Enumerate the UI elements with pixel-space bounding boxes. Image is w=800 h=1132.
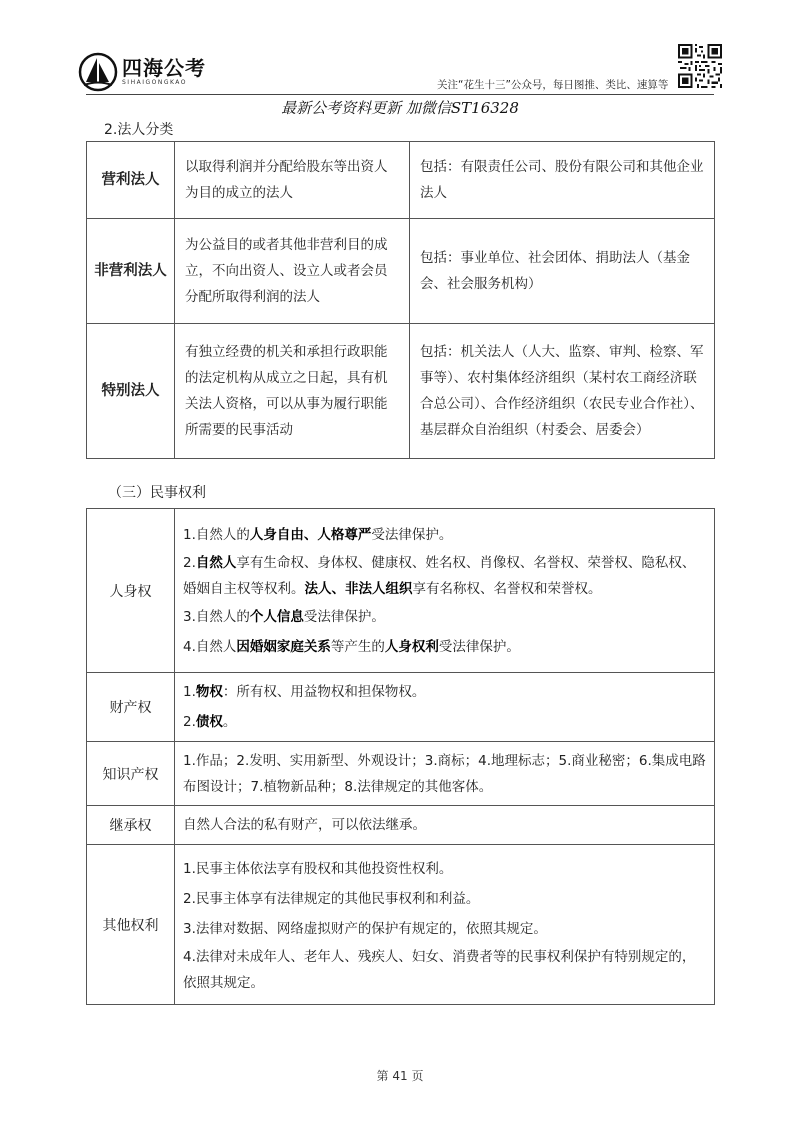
qr-code-icon [678,44,722,88]
header-divider [86,94,714,95]
content-line [183,520,706,550]
row-definition: 有独立经费的机关和承担行政职能的法定机构从成立之日起，具有机关法人资格，可以从事为履行职能所需要的民事活动 [175,324,410,459]
line-text: 2. [183,554,196,571]
line-text: 自然人合法的私有财产，可以依法继承。 [183,817,426,833]
table-row [87,142,715,219]
table-row [87,673,715,742]
row-type: 特别法人 [87,324,175,459]
table-row [87,324,715,459]
table-row [87,509,715,673]
row-type: 营利法人 [87,142,175,219]
emphasis-text: 人身自由、人格尊严 [249,526,372,543]
line-text: 3.自然人的 [183,608,250,625]
emphasis-text: 法人、非法人组织 [304,580,413,597]
emphasis-text: 人身权利 [384,638,439,655]
line-text: 受法律保护。 [303,608,385,625]
row-definition: 为公益目的或者其他非营利目的成立，不向出资人、设立人或者会员分配所取得利润的法人 [175,219,410,324]
row-content [175,845,715,1005]
page-header [0,0,800,100]
civil-rights-table [86,508,715,1005]
line-text: 1.自然人的 [183,526,250,543]
header-slogan: 关注“花生十三”公众号，每日图推、类比、速算等 [437,79,669,91]
row-type: 人身权 [87,509,175,673]
content-line [183,748,706,800]
row-type: 知识产权 [87,742,175,806]
row-definition: 以取得利润并分配给股东等出资人为目的成立的法人 [175,142,410,219]
brand-logo [78,52,206,92]
content-line [183,677,706,707]
table-row [87,806,715,845]
line-text: 1. [183,684,196,700]
content-line [183,854,706,884]
row-includes: 包括：有限责任公司、股份有限公司和其他企业法人 [410,142,715,219]
sailboat-logo-icon [78,52,118,92]
line-text: 2. [183,714,196,730]
line-text: 。 [222,714,237,730]
row-type: 财产权 [87,673,175,742]
emphasis-text: 自然人 [195,554,237,571]
table-row [87,845,715,1005]
emphasis-text: 因婚姻家庭关系 [236,638,331,655]
section-title-civil-rights: （三）民事权利 [108,485,206,501]
line-text: 4.法律对未成年人、老年人、残疾人、妇女、消费者等的民事权利保护有特别规定的，依照其规定。 [183,948,696,991]
line-text: 3.法律对数据、网络虚拟财产的保护有规定的，依照其规定。 [183,920,547,937]
content-line [183,944,706,996]
content-line [183,707,706,737]
row-includes: 包括：机关法人（人大、监察、审判、检察、军事等）、农村集体经济组织（某村农工商经济联合总公司）、合作经济组织（农民专业合作社）、基层群众自治组织（村委会、居委会） [410,324,715,459]
logo-subtitle: SIHAIGONGKAO [122,79,188,86]
row-content [175,742,715,806]
table-row [87,742,715,806]
row-type: 非营利法人 [87,219,175,324]
line-text: 享有生命权、身体权、健康权、姓名权、肖像权、名誉权、荣誉权、隐私权、婚姻自主权等权利。 [183,554,696,597]
line-text: ：所有权、用益物权和担保物权。 [222,684,426,700]
content-line [183,602,706,632]
row-content [175,509,715,673]
watermark-text: 最新公考资料更新 加微信ST16328 [281,99,519,117]
content-line [183,550,706,602]
logo-name: 四海公考 [122,56,206,80]
emphasis-text: 个人信息 [249,608,304,625]
emphasis-text: 债权 [195,714,223,730]
page-number: 第 41 页 [376,1069,424,1083]
content-line [183,914,706,944]
line-text: 1.作品；2.发明、实用新型、外观设计；3.商标；4.地理标志；5.商业秘密；6.集成电路布图设计；7.植物新品种；8.法律规定的其他客体。 [183,752,706,795]
line-text: 2.民事主体享有法律规定的其他民事权利和利益。 [183,890,480,907]
table-row [87,219,715,324]
line-text: 1.民事主体依法享有股权和其他投资性权利。 [183,860,453,877]
legal-person-table [86,141,715,459]
line-text: 4.自然人 [183,638,237,655]
emphasis-text: 物权 [195,684,223,700]
line-text: 等产生的 [330,638,385,655]
line-text: 享有名称权、名誉权和荣誉权。 [412,580,602,597]
row-type: 继承权 [87,806,175,845]
content-line [183,810,706,840]
row-includes: 包括：事业单位、社会团体、捐助法人（基金会、社会服务机构） [410,219,715,324]
row-content [175,673,715,742]
line-text: 受法律保护。 [371,526,453,543]
content-line [183,884,706,914]
row-content [175,806,715,845]
section-title-legal-person: 2.法人分类 [104,122,174,138]
row-type: 其他权利 [87,845,175,1005]
line-text: 受法律保护。 [438,638,520,655]
content-line [183,632,706,662]
